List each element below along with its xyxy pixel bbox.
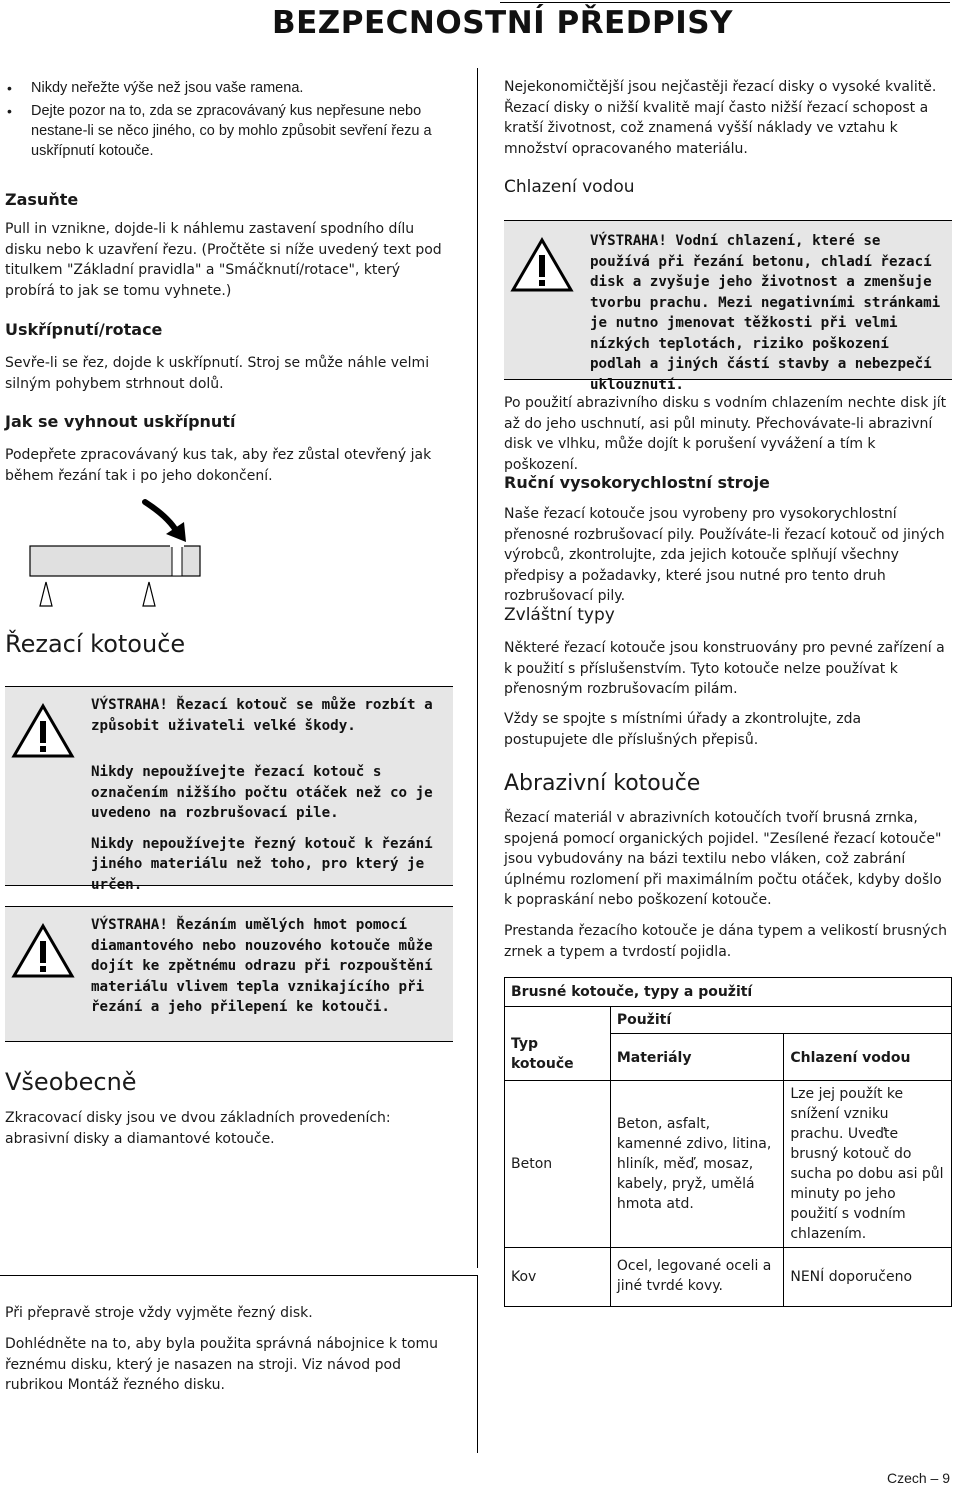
- page-number: Czech – 9: [886, 1470, 950, 1486]
- table-header-materials: Materiály: [610, 1034, 784, 1081]
- text-bushing: Dohlédněte na to, aby byla použita správná nábojnice k tomu řeznému disku, který je nasazen na stroji. Viz návod pod rubrikou Montáž řezného disku.: [5, 1336, 439, 1393]
- text-chlazeni: Po použití abrazivního disku s vodním chlazením nechte disk jít až do jeho uschnutí, asi půl minuty. Přechovávate-li abrazivní disk ve vlhku, může dojít k porušení vyvážení a tím k poškození.: [504, 395, 947, 473]
- warning-1-line2: Nikdy nepoužívejte řezací kotouč s označením nižšího počtu otáček než co je uvedeno na rozbrušovací pile.: [91, 764, 433, 821]
- text-zvlastni-1: Některé řezací kotouče jsou konstruovány pro pevné zařízení a k použití s příslušenstvím. Tyto kotouče nelze používat k přenosným rozbrušovacím pilám.: [504, 640, 945, 697]
- table-header-cooling: Chlazení vodou: [784, 1034, 952, 1081]
- table-cell-type: Beton: [505, 1081, 611, 1248]
- bottom-rule: [0, 1275, 477, 1276]
- column-divider: [477, 68, 478, 1268]
- warning-box-3: [504, 220, 952, 393]
- column-divider-lower: [477, 1275, 478, 1453]
- heading-vseobecne: Všeobecně: [5, 1068, 137, 1096]
- table-row: [505, 1081, 952, 1248]
- table-title: Brusné kotouče, typy a použití: [505, 978, 952, 1007]
- text-vseobecne: Zkracovací disky jsou ve dvou základních provedeních: abrasivní disky a diamantové kotouče.: [5, 1110, 391, 1147]
- warning-1-line3: Nikdy nepoužívejte řezný kotouč k řezání jiného materiálu než toho, pro který je určen.: [91, 835, 433, 893]
- warning-3-text: [590, 231, 945, 395]
- text-jak: Podepřete zpracovávaný kus tak, aby řez zůstal otevřený jak během řezání tak i po jeho dokončení.: [5, 447, 432, 484]
- text-zvlastni-2: Vždy se spojte s místními úřady a zkontrolujte, zda postupujete dle příslušných přepisů.: [504, 711, 862, 748]
- heading-chlazeni: Chlazení vodou: [504, 177, 635, 197]
- heading-zvlastni: Zvláštní typy: [504, 605, 615, 625]
- text-abrazivni-2: Prestanda řezacího kotouče je dána typem a velikostí brusných zrnek a typem a tvrdostí pojidla.: [504, 923, 947, 960]
- bullet-item: • Nikdy neřežte výše než jsou vaše ramena.: [5, 78, 453, 98]
- text-intro: Nejekonomičtější jsou nejčastěji řezací disky o vysoké kvalitě. Řezací disky o nižší kvalitě mají často nižší řezací schopost a kratší životnost, což znamená vyšší náklady ve vztahu k množství opracovaného materiálu.: [504, 79, 937, 157]
- text-rucni: Naše řezací kotouče jsou vyrobeny pro vysokorychlostní přenosné rozbrušovací pily. Používáte-li řezací kotouč od jiných výrobců, zkontrolujte, zda jejich kotouče splňují všechny předpisy a požadavky, které jsou nutné pro tento druh rozbrušovací pily.: [504, 506, 945, 604]
- table-cell-materials: Beton, asfalt, kamenné zdivo, litina, hliník, měď, mosaz, kabely, pryž, umělá hmota atd.: [610, 1081, 784, 1248]
- table-cell-materials: Ocel, legované oceli a jiné tvrdé kovy.: [610, 1248, 784, 1307]
- table-header-use: Použití: [610, 1007, 951, 1034]
- text-abrazivni-1: Řezací materiál v abrazivních kotoučích tvoří brusná zrnka, spojená pomocí organických pojidel. "Zesílené řezací kotouče" jsou vybudovány na bázi textilu nebo vláken, což zabrání úplnému rozlomení při maximálním počtu otáček, kdyby došlo k popraskání nebo poškození kotouče.: [504, 810, 942, 908]
- warning-1-text: [91, 695, 451, 895]
- warning-2-line: VÝSTRAHA! Řezáním umělých hmot pomocí diamantového nebo nouzového kotouče může dojít ke zpětnému odrazu při rozpouštění materiálu vlivem tepla vznikajícího při řezání a jeho přilepení ke kotouči.: [91, 917, 433, 1015]
- heading-zasunte: Zasuňte: [5, 190, 79, 209]
- bullet-item: • Dejte pozor na to, zda se zpracovávaný kus nepřesune nebo nestane-li se něco jiného, co by mohlo způsobit sevření řezu a uskřípnutí kotouče.: [5, 101, 453, 161]
- warning-1-line1: VÝSTRAHA! Řezací kotouč se může rozbít a způsobit uživateli velké škody.: [91, 697, 433, 734]
- table-header-type: Typ kotouče: [505, 1007, 611, 1081]
- warning-box-2: [5, 906, 453, 1042]
- warning-2-text: [91, 915, 441, 1018]
- table-row: [505, 1248, 952, 1307]
- safety-bullets: [5, 78, 453, 161]
- header-rule: [500, 2, 950, 3]
- heading-jak: Jak se vyhnout uskřípnutí: [5, 412, 236, 431]
- heading-abrazivni: Abrazivní kotouče: [504, 771, 701, 796]
- text-transport: Při přepravě stroje vždy vyjměte řezný disk.: [5, 1305, 313, 1321]
- pinch-diagram: [0, 490, 470, 615]
- warning-triangle-icon: [11, 923, 75, 979]
- table-cell-cooling: Lze jej použít ke snížení vzniku prachu. Uveďte brusný kotouč do sucha po dobu asi půl minuty po jeho použití s vodním chlazením.: [784, 1081, 952, 1248]
- heading-uskripnuti: Uskřípnutí/rotace: [5, 320, 163, 339]
- warning-box-1: [5, 686, 453, 893]
- support-left: [40, 582, 52, 606]
- table-cell-cooling: NENÍ doporučeno: [784, 1248, 952, 1307]
- disc-types-table: [504, 977, 952, 1307]
- text-uskripnuti: Sevře-li se řez, dojde k uskřípnutí. Stroj se může náhle velmi silným pohybem strhnout dolů.: [5, 355, 430, 392]
- warning-triangle-icon: [510, 237, 574, 293]
- left-column: [5, 78, 453, 164]
- warning-triangle-icon: [11, 703, 75, 759]
- page-title: BEZPECNOSTNÍ PŘEDPISY: [272, 5, 733, 41]
- text-zasunte: Pull in vznikne, dojde-li k náhlemu zastavení spodního dílu disku nebo k uzavření řezu. (Pročtěte si níže uvedený text pod titulkem "Základní pravidla" a "Smáčknutí/rotace", který probírá to jak se tomu vyhnete.): [5, 221, 442, 299]
- table-cell-type: Kov: [505, 1248, 611, 1307]
- heading-rezaci-kotouce: Řezací kotouče: [5, 630, 186, 658]
- rotation-arrow-icon: [145, 502, 178, 534]
- warning-3-line: VÝSTRAHA! Vodní chlazení, které se používá při řezání betonu, chladí řezací disk a zvyšuje jeho životnost a zmenšuje tvorbu prachu. Mezi negativními stránkami je nutno jmenovat těžkosti při velmi nízkých teplotách, riziko poškození podlah a jiných částí stavby a nebezpečí uklouznutí.: [590, 233, 941, 393]
- heading-rucni: Ruční vysokorychlostní stroje: [504, 473, 770, 492]
- support-right: [143, 582, 155, 606]
